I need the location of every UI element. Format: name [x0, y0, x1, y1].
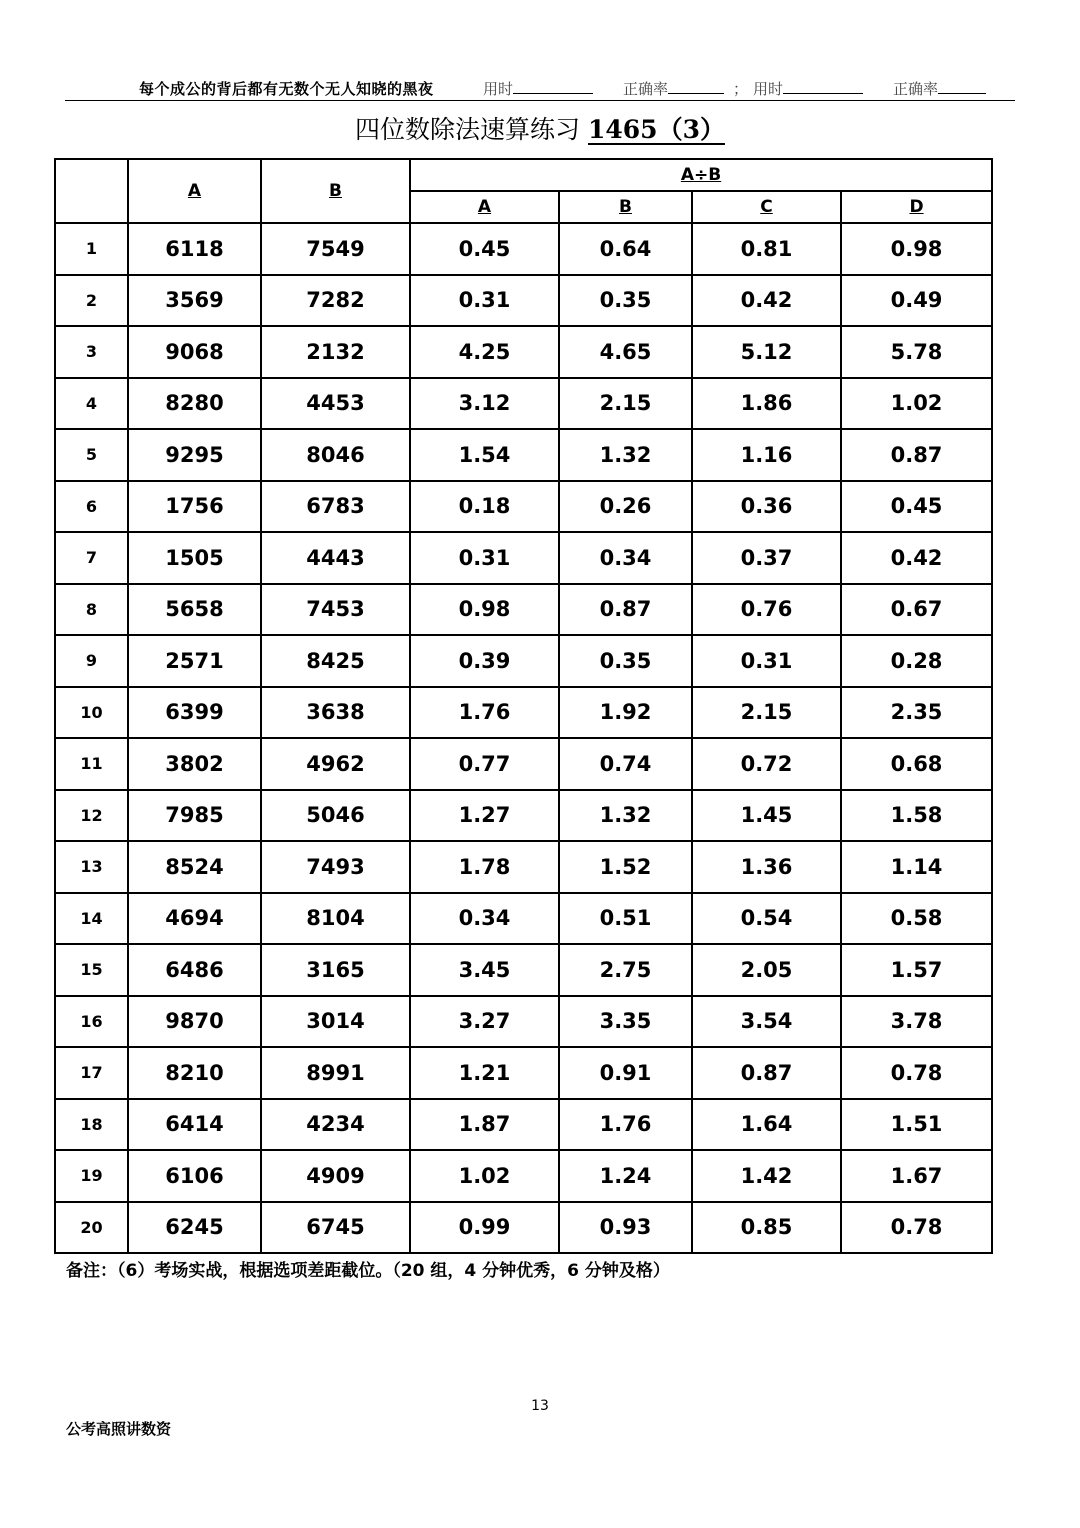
- value-b: 4453: [261, 378, 410, 430]
- value-a: 6106: [128, 1150, 261, 1202]
- option-d-value: 0.49: [841, 275, 992, 327]
- option-b-value: 2.75: [559, 944, 692, 996]
- option-c-value: 0.85: [692, 1202, 841, 1254]
- option-c-value: 5.12: [692, 326, 841, 378]
- value-b: 6783: [261, 481, 410, 533]
- table-row: [55, 1099, 992, 1151]
- option-b-value: 1.32: [559, 429, 692, 481]
- row-index: 1: [55, 223, 128, 275]
- option-a-value: 0.39: [410, 635, 559, 687]
- value-b: 4909: [261, 1150, 410, 1202]
- row-index: 15: [55, 944, 128, 996]
- row-index: 13: [55, 841, 128, 893]
- option-c-value: 2.05: [692, 944, 841, 996]
- option-d-header: D: [841, 191, 992, 223]
- value-b: 7493: [261, 841, 410, 893]
- option-c-value: 0.36: [692, 481, 841, 533]
- table-row: [55, 1202, 992, 1254]
- option-a-value: 0.77: [410, 738, 559, 790]
- value-a: 4694: [128, 893, 261, 945]
- option-c-value: 0.54: [692, 893, 841, 945]
- option-b-value: 0.64: [559, 223, 692, 275]
- table-row: [55, 738, 992, 790]
- col-b-header: B: [261, 159, 410, 223]
- value-b: 3638: [261, 687, 410, 739]
- option-c-value: 0.76: [692, 584, 841, 636]
- option-d-value: 0.42: [841, 532, 992, 584]
- table-row: [55, 481, 992, 533]
- value-a: 8210: [128, 1047, 261, 1099]
- option-d-value: 3.78: [841, 996, 992, 1048]
- option-b-value: 1.24: [559, 1150, 692, 1202]
- option-a-value: 4.25: [410, 326, 559, 378]
- accuracy-label-1: 正确率: [623, 80, 669, 98]
- value-a: 8280: [128, 378, 261, 430]
- row-index: 11: [55, 738, 128, 790]
- title-text: 四位数除法速算练习: [355, 115, 581, 144]
- option-c-value: 0.72: [692, 738, 841, 790]
- option-a-value: 1.54: [410, 429, 559, 481]
- value-a: 6245: [128, 1202, 261, 1254]
- option-c-value: 2.15: [692, 687, 841, 739]
- value-a: 9068: [128, 326, 261, 378]
- row-index: 12: [55, 790, 128, 842]
- row-index: 7: [55, 532, 128, 584]
- value-b: 7453: [261, 584, 410, 636]
- option-a-value: 0.31: [410, 532, 559, 584]
- table-row: [55, 944, 992, 996]
- option-c-value: 0.42: [692, 275, 841, 327]
- option-d-value: 0.78: [841, 1202, 992, 1254]
- option-d-value: 1.57: [841, 944, 992, 996]
- option-c-value: 1.45: [692, 790, 841, 842]
- row-index: 5: [55, 429, 128, 481]
- row-index: 19: [55, 1150, 128, 1202]
- value-b: 4234: [261, 1099, 410, 1151]
- table-row: [55, 1047, 992, 1099]
- option-b-header: B: [559, 191, 692, 223]
- option-d-value: 0.68: [841, 738, 992, 790]
- time-label-1: 用时: [483, 80, 514, 98]
- option-b-value: 0.35: [559, 275, 692, 327]
- value-a: 9295: [128, 429, 261, 481]
- row-index: 3: [55, 326, 128, 378]
- value-a: 6399: [128, 687, 261, 739]
- row-index: 10: [55, 687, 128, 739]
- value-b: 8046: [261, 429, 410, 481]
- option-a-value: 0.31: [410, 275, 559, 327]
- option-a-value: 0.98: [410, 584, 559, 636]
- option-b-value: 0.91: [559, 1047, 692, 1099]
- option-d-value: 0.28: [841, 635, 992, 687]
- value-a: 8524: [128, 841, 261, 893]
- option-c-value: 1.36: [692, 841, 841, 893]
- option-a-value: 1.27: [410, 790, 559, 842]
- option-a-value: 0.34: [410, 893, 559, 945]
- accuracy-blank-1[interactable]: [668, 79, 724, 94]
- row-index: 20: [55, 1202, 128, 1254]
- option-c-value: 0.37: [692, 532, 841, 584]
- value-a: 6486: [128, 944, 261, 996]
- value-b: 7549: [261, 223, 410, 275]
- option-a-value: 1.02: [410, 1150, 559, 1202]
- table-row: [55, 223, 992, 275]
- page-number: 13: [531, 1398, 549, 1414]
- value-b: 4443: [261, 532, 410, 584]
- option-b-value: 0.51: [559, 893, 692, 945]
- row-index: 14: [55, 893, 128, 945]
- option-b-value: 0.93: [559, 1202, 692, 1254]
- row-index: 16: [55, 996, 128, 1048]
- option-a-value: 3.27: [410, 996, 559, 1048]
- footer-text: 公考高照讲数资: [66, 1420, 172, 1438]
- option-d-value: 5.78: [841, 326, 992, 378]
- option-a-value: 3.45: [410, 944, 559, 996]
- option-a-value: 3.12: [410, 378, 559, 430]
- col-a-header: A: [128, 159, 261, 223]
- table-row: [55, 584, 992, 636]
- option-c-value: 0.87: [692, 1047, 841, 1099]
- option-d-value: 1.02: [841, 378, 992, 430]
- time-label-2: 用时: [753, 80, 784, 98]
- table-row: [55, 275, 992, 327]
- table-row: [55, 635, 992, 687]
- value-b: 8104: [261, 893, 410, 945]
- option-d-value: 0.58: [841, 893, 992, 945]
- value-a: 7985: [128, 790, 261, 842]
- option-c-value: 1.42: [692, 1150, 841, 1202]
- option-b-value: 2.15: [559, 378, 692, 430]
- accuracy-field-1: [623, 78, 724, 99]
- option-b-value: 1.52: [559, 841, 692, 893]
- accuracy-field-2: [893, 78, 986, 99]
- value-b: 2132: [261, 326, 410, 378]
- option-d-value: 0.67: [841, 584, 992, 636]
- time-field-2: [753, 78, 863, 99]
- option-a-value: 0.99: [410, 1202, 559, 1254]
- separator: ；: [733, 80, 749, 98]
- option-d-value: 1.51: [841, 1099, 992, 1151]
- table-row: [55, 532, 992, 584]
- option-c-value: 1.16: [692, 429, 841, 481]
- option-b-value: 0.87: [559, 584, 692, 636]
- option-d-value: 0.87: [841, 429, 992, 481]
- option-b-value: 0.26: [559, 481, 692, 533]
- option-b-value: 0.34: [559, 532, 692, 584]
- table-row: [55, 790, 992, 842]
- option-a-header: A: [410, 191, 559, 223]
- option-c-value: 0.31: [692, 635, 841, 687]
- option-b-value: 1.76: [559, 1099, 692, 1151]
- option-d-value: 0.78: [841, 1047, 992, 1099]
- table-row: [55, 378, 992, 430]
- option-d-value: 1.14: [841, 841, 992, 893]
- row-index: 8: [55, 584, 128, 636]
- table-row: [55, 841, 992, 893]
- index-header: [55, 159, 128, 223]
- value-a: 3569: [128, 275, 261, 327]
- value-b: 6745: [261, 1202, 410, 1254]
- row-index: 18: [55, 1099, 128, 1151]
- table-row: [55, 893, 992, 945]
- option-a-value: 1.76: [410, 687, 559, 739]
- time-blank-2[interactable]: [783, 79, 863, 94]
- row-index: 9: [55, 635, 128, 687]
- value-a: 9870: [128, 996, 261, 1048]
- time-blank-1[interactable]: [513, 79, 593, 94]
- value-b: 8991: [261, 1047, 410, 1099]
- option-b-value: 1.92: [559, 687, 692, 739]
- value-a: 5658: [128, 584, 261, 636]
- page-title: [0, 110, 1080, 146]
- option-d-value: 1.67: [841, 1150, 992, 1202]
- value-a: 1756: [128, 481, 261, 533]
- value-a: 1505: [128, 532, 261, 584]
- table-row: [55, 687, 992, 739]
- header-motto: 每个成公的背后都有无数个无人知晓的黑夜: [139, 80, 434, 98]
- option-c-header: C: [692, 191, 841, 223]
- value-b: 8425: [261, 635, 410, 687]
- option-a-value: 1.78: [410, 841, 559, 893]
- table-row: [55, 326, 992, 378]
- time-field-1: [483, 78, 593, 99]
- row-index: 6: [55, 481, 128, 533]
- option-b-value: 0.74: [559, 738, 692, 790]
- option-d-value: 0.98: [841, 223, 992, 275]
- option-d-value: 2.35: [841, 687, 992, 739]
- accuracy-blank-2[interactable]: [938, 79, 986, 94]
- division-group-header: A÷B: [410, 159, 992, 191]
- value-b: 5046: [261, 790, 410, 842]
- accuracy-label-2: 正确率: [893, 80, 939, 98]
- note-text: 备注：（6）考场实战，根据选项差距截位。（20 组，4 分钟优秀，6 分钟及格）: [66, 1261, 670, 1281]
- row-index: 4: [55, 378, 128, 430]
- value-a: 2571: [128, 635, 261, 687]
- value-a: 6118: [128, 223, 261, 275]
- value-a: 6414: [128, 1099, 261, 1151]
- value-b: 4962: [261, 738, 410, 790]
- practice-table: [54, 158, 993, 1254]
- option-c-value: 3.54: [692, 996, 841, 1048]
- table-row: [55, 1150, 992, 1202]
- option-d-value: 0.45: [841, 481, 992, 533]
- option-b-value: 1.32: [559, 790, 692, 842]
- value-b: 7282: [261, 275, 410, 327]
- title-number: 1465（3）: [587, 115, 725, 144]
- option-c-value: 1.86: [692, 378, 841, 430]
- value-b: 3014: [261, 996, 410, 1048]
- page-header: [65, 76, 1015, 101]
- option-a-value: 0.45: [410, 223, 559, 275]
- value-b: 3165: [261, 944, 410, 996]
- option-a-value: 1.21: [410, 1047, 559, 1099]
- option-a-value: 0.18: [410, 481, 559, 533]
- option-b-value: 4.65: [559, 326, 692, 378]
- option-a-value: 1.87: [410, 1099, 559, 1151]
- option-c-value: 0.81: [692, 223, 841, 275]
- table-row: [55, 996, 992, 1048]
- value-a: 3802: [128, 738, 261, 790]
- option-c-value: 1.64: [692, 1099, 841, 1151]
- option-b-value: 0.35: [559, 635, 692, 687]
- table-row: [55, 429, 992, 481]
- option-b-value: 3.35: [559, 996, 692, 1048]
- option-d-value: 1.58: [841, 790, 992, 842]
- row-index: 17: [55, 1047, 128, 1099]
- row-index: 2: [55, 275, 128, 327]
